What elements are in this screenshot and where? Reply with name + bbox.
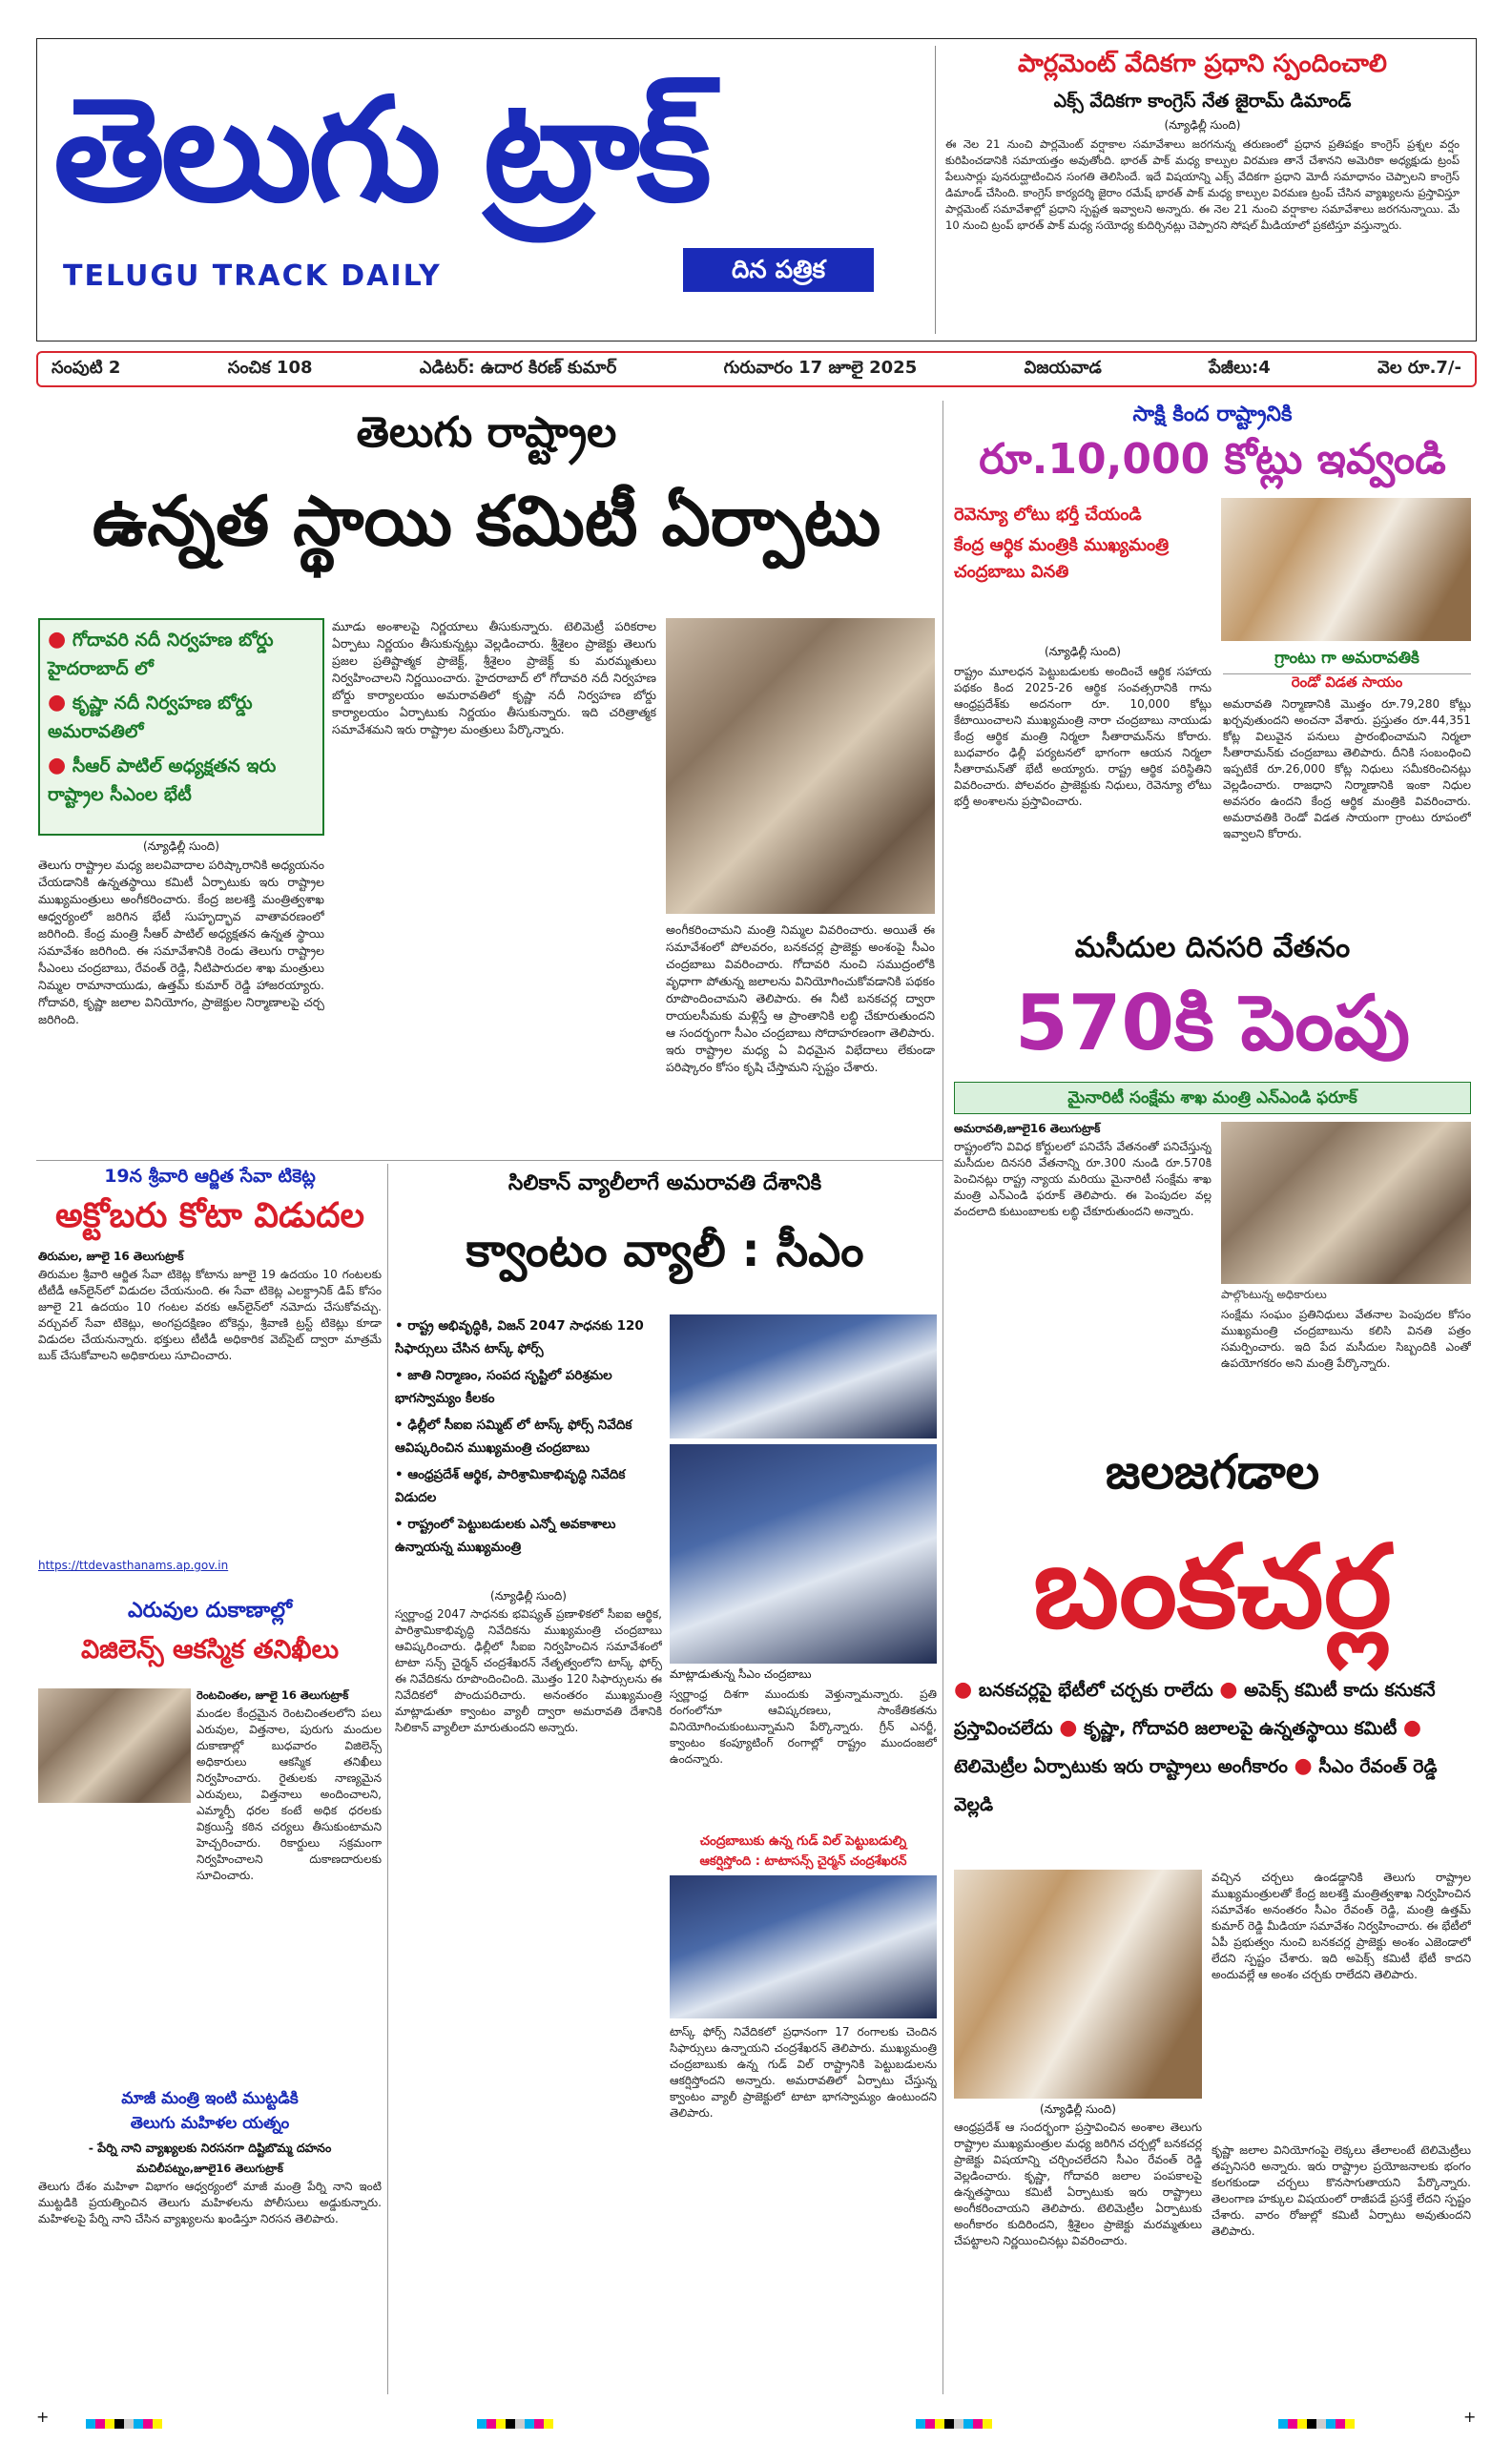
wages-headline: 570కి పెంపు (1015, 979, 1410, 1067)
quantum-bullet: • ఆంధ్రప్రదేశ్ ఆర్థిక, పారిశ్రామికాభివృద్ధి నివేదిక విడుదల (395, 1467, 626, 1505)
lead-photo (666, 618, 935, 914)
quantum-photo-1 (670, 1314, 937, 1438)
top-story-subhead: ఎక్స్ వేదికగా కాంగ్రెస్ నేత జైరామ్ డిమాండ్ (1053, 91, 1352, 112)
registration-mark: + (1463, 2408, 1477, 2426)
color-bar (1278, 2419, 1355, 2429)
column-divider (387, 1164, 388, 2394)
bullet-icon: ● (48, 628, 67, 652)
bullet-icon: ● (48, 691, 67, 714)
quantum-photo-3 (670, 1875, 937, 2018)
lead-dateline: (న్యూఢిల్లీ సుంది) (143, 839, 219, 853)
ex-minister-kicker: మాజీ మంత్రి ఇంటి ముట్టడికి (121, 2089, 299, 2108)
info-place: విజయవాడ (1024, 357, 1102, 378)
bullet-icon: ● (1059, 1716, 1078, 1740)
quantum-bullets (395, 1314, 662, 1559)
sakshi-points (954, 502, 1212, 586)
wages-photo-caption: పాల్గొంటున్న అధికారులు (1221, 1288, 1327, 1301)
lead-highlight-item: ● సీఆర్ పాటిల్ అధ్యక్షతన ఇరు రాష్ట్రాల సీఎంల భేటీ (48, 754, 277, 805)
bk-highlight: బనకచర్లపై భేటీలో చర్చకు రాలేదు (978, 1680, 1213, 1701)
color-bar (477, 2419, 553, 2429)
banakacherla-photo (954, 1870, 1202, 2099)
bullet-icon: ● (48, 754, 67, 777)
wages-dateline: అమరావతి,జూలై16 తెలుగుట్రాక్ (954, 1122, 1101, 1135)
dash-icon: • (395, 1318, 408, 1334)
wages-body: రాష్ట్రంలోని వివిధ కోర్టులలో పనిచేసే వేతనంతో పనిచేస్తున్న మసీదుల దినసరి వేతనాన్ని రూ.300 నుండి రూ.570కి పెంచినట్లు రాష్ట్ర న్యాయ మరియు మైనారిటీ సంక్షేమ శాఖ మంత్రి ఎన్ఎండి ఫరూక్ తెలిపారు. ఈ పెంపుదల వల్ల వందలాది కుటుంబాలకు లబ్ధి చేకూరుతుందని అన్నారు. (954, 1140, 1212, 1218)
top-story (935, 46, 1469, 334)
bk-highlight: సీఎం రేవంత్ రెడ్డి వెల్లడి (954, 1756, 1438, 1815)
quantum-bullet: • రాష్ట్రంలో పెట్టుబడులకు ఎన్నో అవకాశాలు ఉన్నాయన్న ముఖ్యమంత్రి (395, 1517, 616, 1555)
sakshi-point: కేంద్ర ఆర్థిక మంత్రికి ముఖ్యమంత్రి చంద్రబాబు వినతి (954, 535, 1170, 582)
logo-english: TELUGU TRACK DAILY (63, 259, 442, 293)
vigilance-dateline: రెంటచింతల, జూలై 16 తెలుగుట్రాక్ (197, 1688, 349, 1702)
quantum-col2: స్వర్ణాంధ్ర దిశగా ముందుకు వెళ్తున్నామన్నారు. ప్రతి రంగంలోనూ ఆవిష్కరణలు, సాంకేతికతను వినియోగించుకుంటున్నామని పేర్కొన్నారు. గ్రీన్ ఎనర్జీ, క్వాంటం కంప్యూటింగ్ రంగాల్లో రాష్ట్రం ముందంజలో ఉందన్నారు. (670, 1687, 937, 1766)
bullet-icon: ● (1402, 1716, 1422, 1740)
quantum-sub-kicker: చంద్రబాబుకు ఉన్న గుడ్ విల్ పెట్టుబడుల్ని (699, 1833, 907, 1849)
dash-icon: • (395, 1368, 408, 1383)
quantum-bullet: • జాతి నిర్మాణం, సంపద సృష్టిలో పరిశ్రమల భాగస్వామ్యం కీలకం (395, 1368, 612, 1406)
grants-title: గ్రాంటు గా అమరావతికి (1223, 649, 1471, 674)
lead-kicker: తెలుగు రాష్ట్రాల (356, 408, 617, 457)
ex-minister-subhead: - పేర్ని నాని వ్యాఖ్యలకు నిరసనగా దిష్టిబొమ్మ దహనం (88, 2141, 332, 2155)
quantum-kicker: సిలికాన్ వ్యాలీలాగే అమరావతి దేశానికి (507, 1171, 822, 1195)
masthead-logo (53, 57, 912, 324)
ttd-kicker: 19న శ్రీవారి ఆర్జిత సేవా టికెట్ల (104, 1166, 316, 1187)
lead-highlight-item: ● కృష్ణా నదీ నిర్వహణ బోర్డు అమరావతిలో (48, 691, 253, 742)
bullet-icon: ● (954, 1678, 973, 1702)
banakacherla-kicker: జలజగడాల (1105, 1444, 1320, 1500)
vigilance-body: మండల కేంద్రమైన రెంటచింతలలోని పలు ఎరువుల, విత్తనాల, పురుగు మందుల దుకాణాల్లో బుధవారం విజిలెన్స్ అధికారులు ఆకస్మిక తనిఖీలు నిర్వహించారు. రైతులకు నాణ్యమైన ఎరువులు, విత్తనాలు అందించాలని, ఎమ్మార్పీ ధరల కంటే అధిక ధరలకు విక్రయిస్తే కఠిన చర్యలు తీసుకుంటామని హెచ్చరించారు. రికార్డులు సక్రమంగా నిర్వహించాలని దుకాణదారులకు సూచించారు. (197, 1707, 382, 1882)
lead-col1: తెలుగు రాష్ట్రాల మధ్య జలవివాదాల పరిష్కారానికి అధ్యయనం చేయడానికి ఉన్నతస్థాయి కమిటీ ఏర్పాటుకు ఇరు రాష్ట్రాల ముఖ్యమంత్రులు అంగీకరించారు. కేంద్ర జలశక్తి మంత్రిత్వశాఖ ఆధ్వర్యంలో జరిగిన భేటీ సుహృద్భావ వాతావరణంలో జరిగింది. కేంద్ర మంత్రి సీఆర్ పాటిల్ అధ్యక్షతన ఉన్నత స్థాయి సమావేశం జరిగింది. ఈ సమావేశానికి రెండు తెలుగు రాష్ట్రాల సీఎంలు చంద్రబాబు, రేవంత్ రెడ్డి, నీటిపారుదల శాఖ మంత్రులు నిమ్మల రామానాయుడు, ఉత్తమ్ కుమార్ రెడ్డి హాజరయ్యారు. గోదావరి, కృష్ణా జలాల వినియోగం, ప్రాజెక్టుల నిర్మాణాలపై చర్చ జరిగింది. (38, 858, 324, 1026)
color-bar (916, 2419, 992, 2429)
quantum-sub-headline: ఆకర్షిస్తోంది : టాటాసన్స్ చైర్మన్ చంద్రశేఖరన్ (699, 1854, 907, 1869)
registration-mark: + (36, 2408, 50, 2426)
logo-badge: దిన పత్రిక (683, 248, 874, 292)
banakacherla-dateline: (న్యూఢిల్లీ సుంది) (1040, 2102, 1116, 2116)
banakacherla-col-top: వచ్చిన చర్చలు ఉండడ్డానికి తెలుగు రాష్ట్రాల ముఖ్యమంత్రులతో కేంద్ర జలశక్తి మంత్రిత్వశాఖ నిర్వహించిన సమావేశం అనంతరం సీఎం రేవంత్ రెడ్డి, మంత్రి ఉత్తమ్ కుమార్ రెడ్డి మీడియా సమావేశం నిర్వహించారు. ఈ భేటీలో ఏపీ ప్రభుత్వం నుంచి బనకచర్ల ప్రాజెక్టు అంశం ఎజెండాలో లేదని స్పష్టం చేశారు. ఇది అపెక్స్ కమిటీ భేటీ కాదని అందువల్లే ఆ అంశం చర్చకు రాలేదని తెలిపారు. (1212, 1871, 1471, 1981)
banakacherla-headline: బంకచర్ల (1033, 1521, 1392, 1654)
quantum-bullet: • రాష్ట్ర అభివృద్ధికి, విజన్ 2047 సాధనకు 120 సిఫార్సులు చేసిన టాస్క్ ఫోర్స్ (395, 1318, 644, 1356)
wages-kicker: మసీదుల దినసరి వేతనం (1074, 931, 1351, 964)
bk-highlight: టెలిమెట్రీల ఏర్పాటుకు ఇరు రాష్ట్రాలు అంగీకారం (954, 1756, 1288, 1777)
quantum-photo-2 (670, 1444, 937, 1664)
ttd-body: తిరుమల శ్రీవారి ఆర్జిత సేవా టికెట్ల కోటాను జూలై 19 ఉదయం 10 గంటలకు టీటీడీ ఆన్‌లైన్‌లో విడుదల చేయనుంది. ఈ సేవా టికెట్ల ఎలక్ట్రానిక్ డిప్ కోసం జూలై 21 ఉదయం 10 గంటల వరకు ఆన్‌లైన్‌లో నమోదు చేసుకోవచ్చు. వర్చువల్ సేవా టికెట్లు, అంగప్రదక్షిణం టోకెన్లు, శ్రీవాణి ట్రస్ట్ టికెట్లు కూడా విడుదల చేయనున్నారు. భక్తులు టీటీడీ అధికారిక వెబ్‌సైట్ ద్వారా మాత్రమే బుక్ చేసుకోవాలని అధికారులు సూచించారు. (38, 1268, 382, 1362)
sakshi-headline: రూ.10,000 కోట్లు ఇవ్వండి (979, 435, 1446, 484)
sakshi-kicker: సాక్షి కింద రాష్ట్రానికి (1132, 403, 1293, 426)
ex-minister-headline: తెలుగు మహిళల యత్నం (130, 2114, 290, 2133)
ex-minister-dateline: మచిలీపట్నం,జూలై16 తెలుగుట్రాక్ (136, 2162, 283, 2175)
sakshi-point: రెవెన్యూ లోటు భర్తీ చేయండి (954, 505, 1142, 525)
sakshi-body: రాష్ట్రం మూలధన పెట్టుబడులకు అందించే ఆర్థిక సహాయ పథకం కింద 2025-26 ఆర్థిక సంవత్సరానికి గాను ఆంధ్రప్రదేశ్‌కు అదనంగా రూ. 10,000 కోట్లు కేటాయించాలని ముఖ్యమంత్రి నారా చంద్రబాబు నాయుడు కేంద్ర ఆర్థిక మంత్రి నిర్మలా సీతారామన్‌ను కోరారు. బుధవారం ఢిల్లీ పర్యటనలో భాగంగా ఆయన నిర్మలా సీతారామన్‌తో భేటీ అయ్యారు. రాష్ట్ర ఆర్థిక పరిస్థితిని వివరించారు. పోలవరం ప్రాజెక్టుకు నిధులు, రెవెన్యూ లోటు భర్తీ అంశాలను ప్రస్తావించారు. (954, 665, 1212, 808)
ttd-url[interactable]: https://ttdevasthanams.ap.gov.in (38, 1559, 229, 1572)
grants-body: అమరావతి నిర్మాణానికి మొత్తం రూ.79,280 కోట్లు ఖర్చవుతుందని అంచనా వేశారు. ప్రస్తుతం రూ.44,351 కోట్ల విలువైన పనులు ప్రారంభించామని నిర్మలా సీతారామన్‌కు చంద్రబాబు తెలిపారు. దీనికి సంబంధించి ఇప్పటికే రూ.26,000 కోట్ల నిధులు సమీకరించినట్లు వెల్లడించారు. రాజధాని నిర్మాణానికి ఇంకా నిధుల అవసరం ఉందని కేంద్ర ఆర్థిక మంత్రికి వివరించారు. అమరావతికి రెండో విడత సాయంగా గ్రాంటు రూపంలో ఇవ్వాలని కోరారు. (1223, 697, 1471, 840)
lead-col3: అంగీకరించామని మంత్రి నిమ్మల వివరించారు. అయితే ఈ సమావేశంలో పోలవరం, బనకచర్ల ప్రాజెక్టు అంశంపై సీఎం చంద్రబాబు వివరించారు. గోదావరి నుంచి సముద్రంలోకి వృధాగా పోతున్న జలాలను వినియోగించుకోవడానికి పథకం రూపొందించామని తెలిపారు. ఈ నీటి బనకచర్ల ద్వారా రాయలసీమకు మళ్లిస్తే ఆ ప్రాంతానికి లబ్ధి చేకూరుతుందని ఆ సందర్భంగా సీఎం చంద్రబాబు సోదాహరణంగా తెలిపారు. ఇరు రాష్ట్రాల మధ్య ఏ విధమైన విభేదాలు లేకుండా పరిష్కారం కోసం కృషి చేస్తామని స్పష్టం చేశారు. (666, 922, 935, 1074)
vigilance-kicker: ఎరువుల దుకాణాల్లో (128, 1599, 292, 1623)
quantum-photo-caption: మాట్లాడుతున్న సీఎం చంద్రబాబు (670, 1667, 812, 1681)
ex-minister-body: తెలుగు దేశం మహిళా విభాగం ఆధ్వర్యంలో మాజీ మంత్రి పేర్ని నాని ఇంటి ముట్టడికి ప్రయత్నించిన తెలుగు మహిళలను పోలీసులు అడ్డుకున్నారు. మహిళలపై పేర్ని నాని చేసిన వ్యాఖ్యలను ఖండిస్తూ నిరసన తెలిపారు. (38, 2180, 382, 2225)
lead-col2: మూడు అంశాలపై నిర్ణయాలు తీసుకున్నారు. టెలిమెట్రీ పరికరాల ఏర్పాటు నిర్ణయం తీసుకున్నట్లు వెల్లడించారు. శ్రీశైలం ప్రాజెక్టు తెలుగు ప్రజల ప్రతిష్టాత్మక ప్రాజెక్ట్, శ్రీశైలం ప్రాజెక్ట్ కు మరమ్మతులు నిర్వహించాలని నిర్ణయించారు. హైదరాబాద్ లో గోదావరి నదీ నిర్వహణ బోర్డు కార్యాలయం అమరావతిలో కృష్ణా నదీ నిర్వహణ బోర్డు కార్యాలయం ఏర్పాటుకు నిర్ణయం తీసుకున్నారు. ఇది చరిత్రాత్మక సమావేశమని ఇరు రాష్ట్రాల మంత్రులు పేర్కొన్నారు. (332, 619, 656, 736)
wages-photo (1221, 1122, 1471, 1284)
wages-body2: సంక్షేమ సంఘం ప్రతినిధులు వేతనాల పెంపుదల కోసం ముఖ్యమంత్రి చంద్రబాబును కలిసి వినతి పత్రం సమర్పించారు. ఇది పేద మసీదుల సిబ్బందికి ఎంతో ఉపయోగకరం అని మంత్రి పేర్కొన్నారు. (1221, 1308, 1471, 1370)
info-date: గురువారం 17 జూలై 2025 (723, 357, 918, 378)
bullet-icon: ● (1294, 1754, 1313, 1778)
quantum-col1: స్వర్ణాంధ్ర 2047 సాధనకు భవిష్యత్ ప్రణాళికలో సీఐఐ ఆర్థిక, పారిశ్రామికాభివృద్ధి నివేదికను ముఖ్యమంత్రి చంద్రబాబు ఆవిష్కరించారు. ఢిల్లీలో సీఐఐ నిర్వహించిన సమావేశంలో టాటా సన్స్ చైర్మన్ చంద్రశేఖరన్ నేతృత్వంలోని టాస్క్ ఫోర్స్ ఈ నివేదికను రూపొందించింది. మొత్తం 120 సిఫార్సులను ఈ నివేదికలో పొందుపరిచారు. అనంతరం ముఖ్యమంత్రి మాట్లాడుతూ క్వాంటం వ్యాలీ ద్వారా అమరావతి దేశానికి సిలికాన్ వ్యాలీలా మారుతుందని అన్నారు. (395, 1607, 662, 1734)
info-bar (36, 351, 1477, 387)
ttd-dateline: తిరుమల, జూలై 16 తెలుగుట్రాక్ (38, 1250, 184, 1263)
dash-icon: • (395, 1418, 408, 1433)
banakacherla-col1: ఆంధ్రప్రదేశ్ ఆ సందర్భంగా ప్రస్తావించిన అంశాల తెలుగు రాష్ట్రాల ముఖ్యమంత్రుల మధ్య జరిగిన చర్చల్లో బనకచర్ల ప్రాజెక్టు విషయాన్ని చర్చించలేదని సీఎం రేవంత్ రెడ్డి వెల్లడించారు. కృష్ణా, గోదావరి జలాల పంపకాలపై ఉన్నతస్థాయి కమిటీ ఏర్పాటుకు ఇరు రాష్ట్రాలు అంగీకరించాయని తెలిపారు. టెలిమెట్రీల ఏర్పాటుకు అంగీకారం కుదిరిందని, శ్రీశైలం ప్రాజెక్టు మరమ్మతులు చేపట్టాలని నిర్ణయించినట్లు వివరించారు. (954, 2121, 1202, 2247)
ttd-headline: అక్టోబరు కోటా విడుదల (54, 1196, 365, 1235)
color-bar (86, 2419, 162, 2429)
info-issue: సంచిక 108 (227, 357, 313, 378)
info-editor: ఎడిటర్: ఉదార కిరణ్ కుమార్ (419, 357, 617, 378)
quantum-bullet: • ఢిల్లీలో సీఐఐ సమ్మిట్ లో టాస్క్ ఫోర్స్ నివేదిక ఆవిష్కరించిన ముఖ్యమంత్రి చంద్రబాబు (395, 1418, 632, 1456)
grants-subtitle: రెండో విడత సాయం (1291, 673, 1403, 691)
column-divider (942, 401, 943, 2394)
section-divider (36, 1160, 942, 1161)
bk-highlight: అపెక్స్ కమిటీ కాదు కనుకనే ప్రస్తావించలేదు (954, 1680, 1436, 1739)
lead-highlight-item: ● గోదావరి నదీ నిర్వహణ బోర్డు హైదరాబాద్ లో (48, 628, 274, 679)
banakacherla-col2: కృష్ణా జలాల వినియోగంపై లెక్కలు తేలాలంటే టెలిమెట్రీలు తప్పనిసరి అన్నారు. ఇరు రాష్ట్రాల ప్రయోజనాలకు భంగం కలగకుండా చర్చలు కొనసాగుతాయని పేర్కొన్నారు. తెలంగాణ హక్కుల విషయంలో రాజీపడే ప్రసక్తే లేదని స్పష్టం చేశారు. వారం రోజుల్లో కమిటీ ఏర్పాటు అవుతుందని తెలిపారు. (1212, 2143, 1471, 2238)
top-story-body: ఈ నెల 21 నుంచి పార్లమెంట్ వర్షాకాల సమావేశాలు జరగనున్న తరుణంలో ప్రధాన ప్రతిపక్షం కాంగ్రెస్ ప్రశ్నల వర్షం కురిపించడానికి సమాయత్తం అవుతోంది. భారత్ పాక్ మధ్య కాల్పుల విరమణ తానే చేశానని అమెరికా అధ్యక్షుడు ట్రంప్ పేలుసార్లు పునరుద్ఘాటించిన సంగతి తెలిసిందే. ఇదే విషయాన్ని ఎక్స్ వేదికగా ప్రధాని మోదీ సమాధానం చెప్పాలని కాంగ్రెస్ డిమాండ్ చేసింది. కాంగ్రెస్ కార్యదర్శి జైరాం రమేష్ భారత్ పాక్ మధ్య కాల్పుల విరమణ ట్రంప్ చేసిన వ్యాఖ్యలను ప్రస్తావిస్తూ పార్లమెంట్ సమావేశాల్లో ప్రధాని స్పష్టత ఇవ్వాలని అన్నారు. ఈ నెల 21 నుంచి వర్షాకాల సమావేశాలు జరగనున్నాయి. మే 10 నుంచి ట్రంప్ భారత్ పాక్ మధ్య సయోధ్య కుదిర్చినట్లు చెప్పారని సోషల్ మీడియాలో ప్రకటిస్తూ వస్తున్నారు. (945, 137, 1460, 232)
top-story-dateline: (న్యూఢిల్లీ సుంది) (1164, 118, 1241, 132)
vigilance-photo (38, 1688, 191, 1803)
info-price: వెల రూ.7/- (1377, 357, 1461, 378)
dash-icon: • (395, 1467, 408, 1482)
wages-byline: మైనారిటీ సంక్షేమ శాఖ మంత్రి ఎన్ఎండి ఫరూక్ (954, 1082, 1471, 1114)
dash-icon: • (395, 1517, 408, 1532)
info-pages: పేజీలు:4 (1209, 357, 1271, 378)
vigilance-headline: విజిలెన్స్ ఆకస్మిక తనిఖీలు (80, 1635, 340, 1665)
lead-headline: ఉన్నత స్థాయి కమిటీ ఏర్పాటు (92, 481, 881, 561)
sakshi-dateline: (న్యూఢిల్లీ సుంది) (1045, 645, 1121, 658)
bk-highlight: కృష్ణా, గోదావరి జలాలపై ఉన్నతస్థాయి కమిటీ (1084, 1718, 1398, 1739)
logo-text: తెలుగు ట్రాక్ (53, 68, 708, 234)
quantum-col3: టాస్క్ ఫోర్స్ నివేదికలో ప్రధానంగా 17 రంగాలకు చెందిన సిఫార్సులు ఉన్నాయని చంద్రశేఖరన్ తెలిపారు. ముఖ్యమంత్రి చంద్రబాబుకు ఉన్న గుడ్ విల్ రాష్ట్రానికి పెట్టుబడులను ఆకర్షిస్తోందని అన్నారు. అమరావతిలో ఏర్పాటు చేస్తున్న క్వాంటం వ్యాలీ ప్రాజెక్టులో టాటా భాగస్వామ్యం ఉంటుందని తెలిపారు. (670, 2025, 937, 2120)
lead-highlights (38, 618, 324, 836)
info-volume: సంపుటి 2 (52, 357, 121, 378)
quantum-dateline: (న్యూఢిల్లీ సుంది) (490, 1589, 567, 1603)
bullet-icon: ● (1219, 1678, 1238, 1702)
quantum-headline: క్వాంటం వ్యాలీ : సీఎం (466, 1224, 864, 1277)
sakshi-photo (1221, 498, 1471, 641)
top-story-headline: పార్లమెంట్ వేదికగా ప్రధాని స్పందించాలి (1018, 50, 1387, 78)
banakacherla-highlights (954, 1671, 1471, 1824)
